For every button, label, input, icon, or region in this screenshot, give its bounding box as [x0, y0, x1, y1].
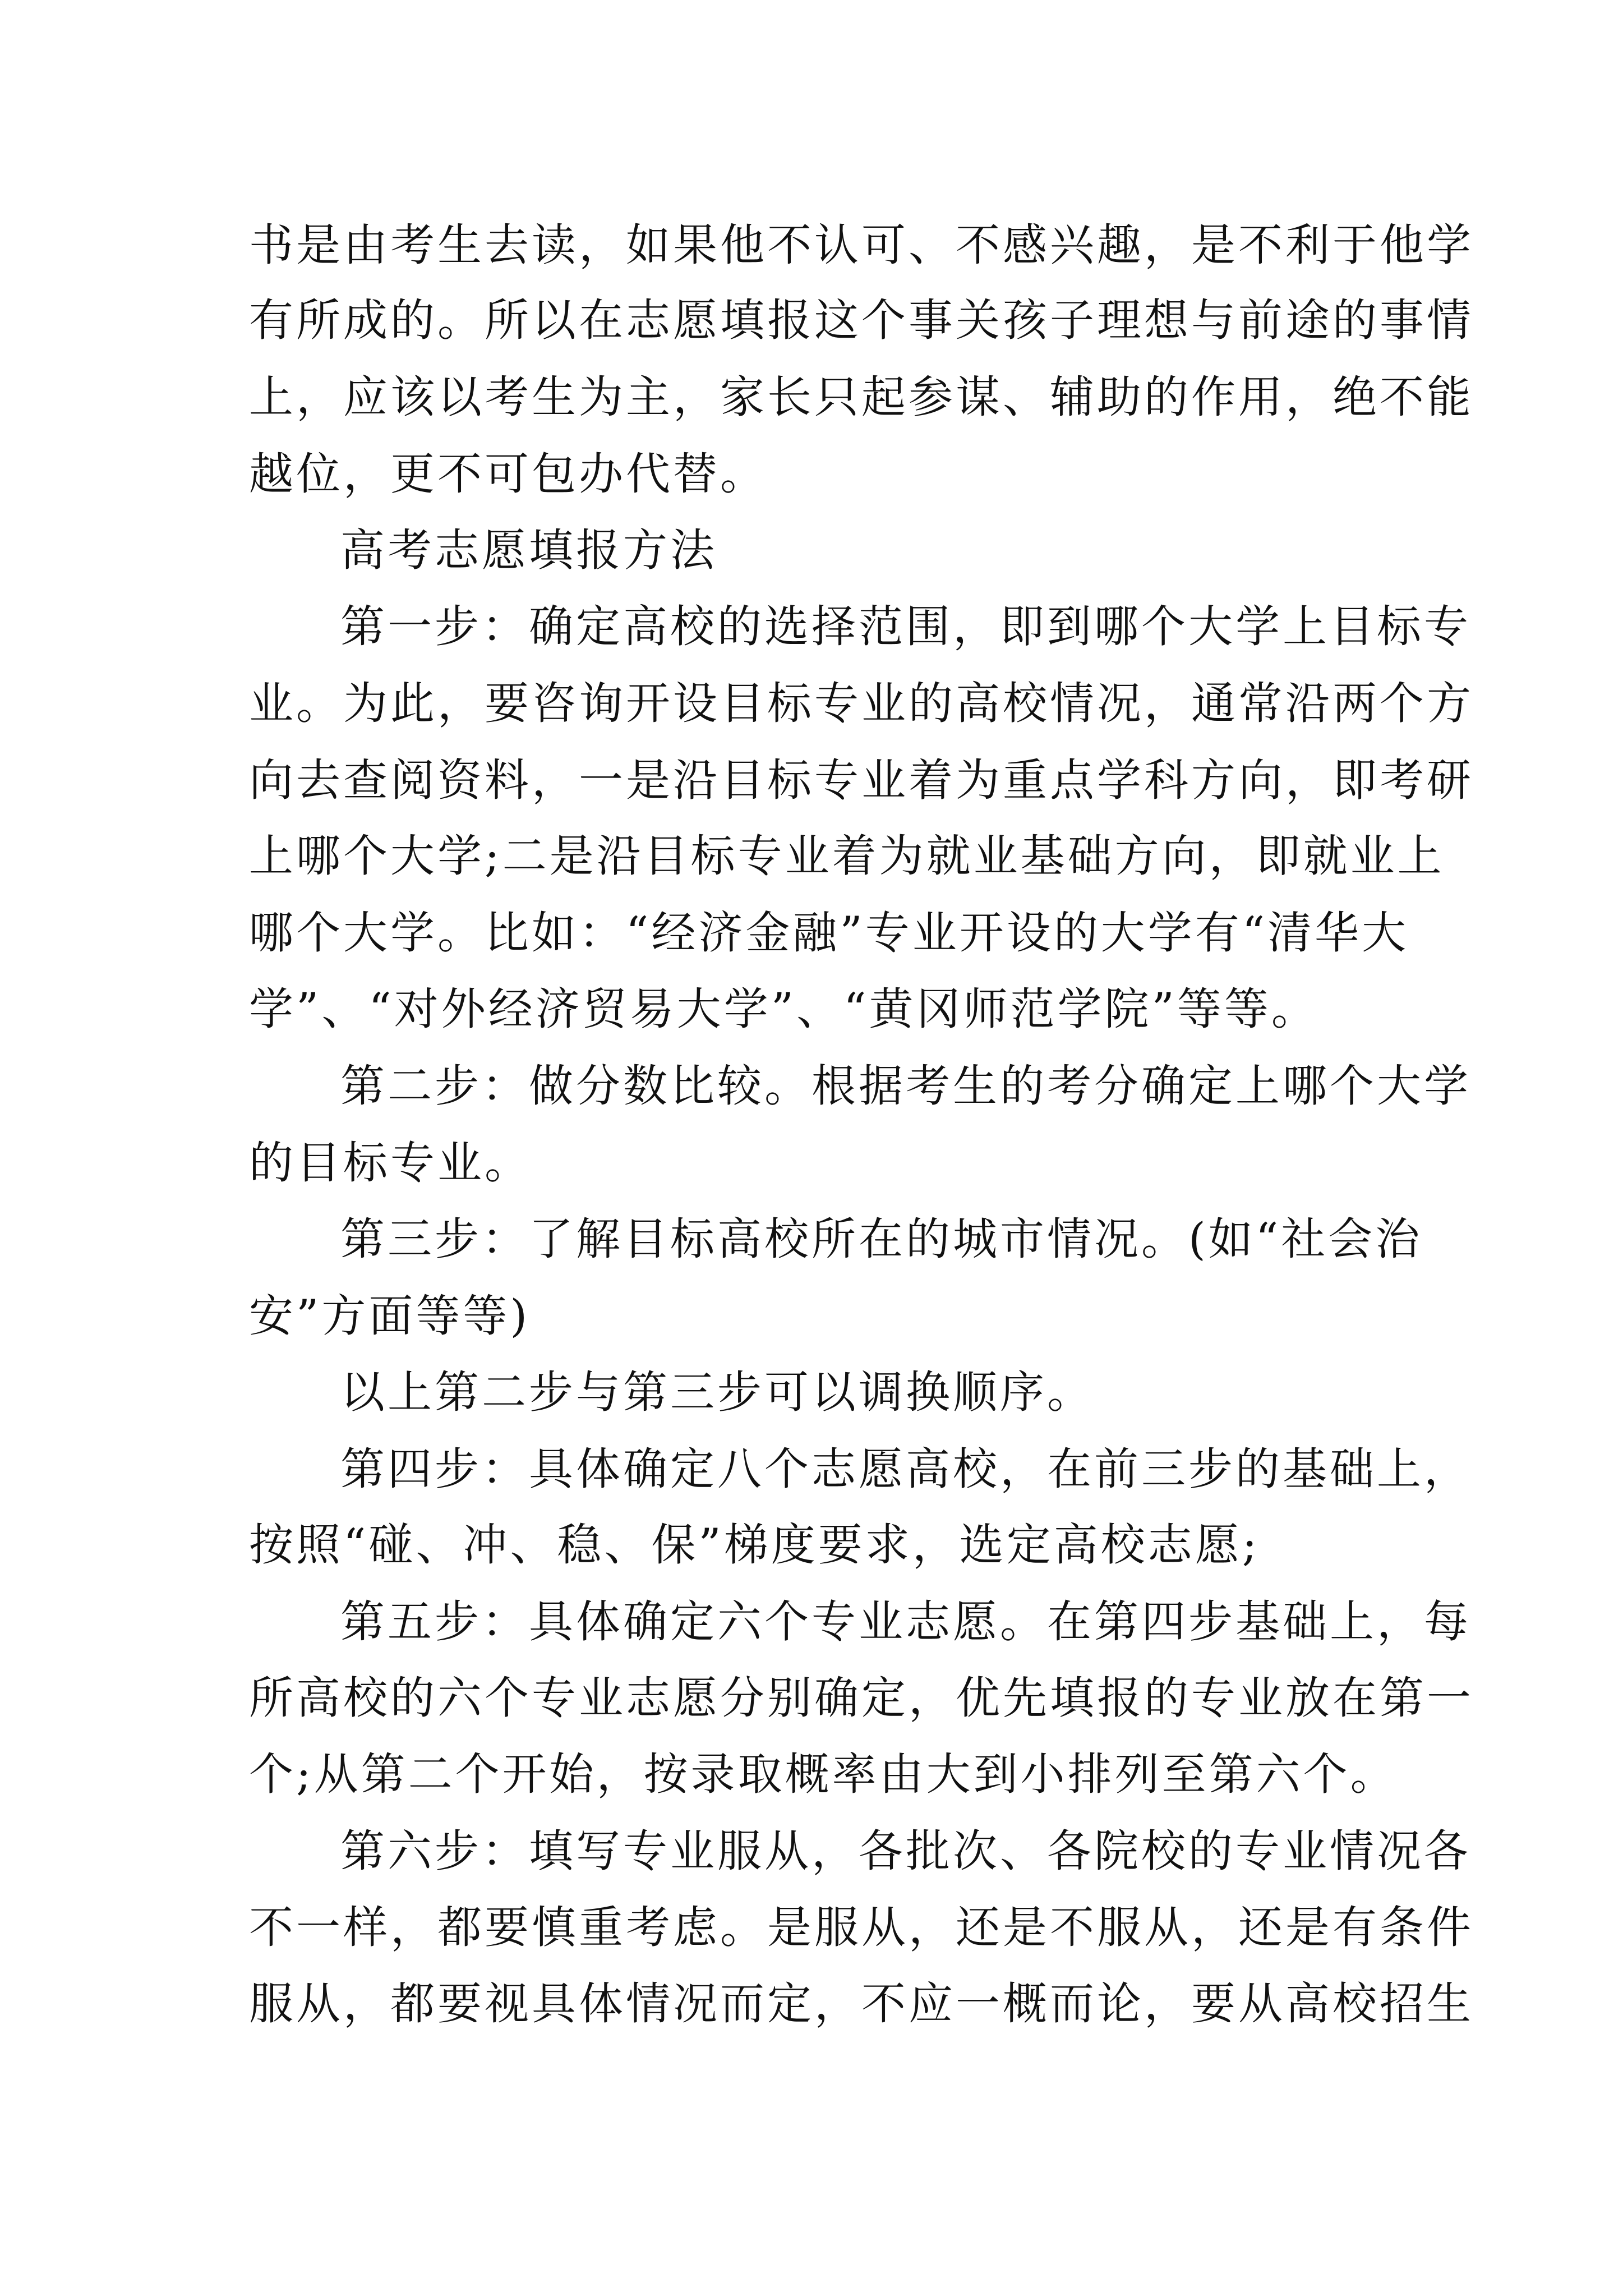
- text-line: 的目标专业。: [249, 1137, 532, 1189]
- step-paragraph-line: 第四步：具体确定八个志愿高校，在前三步的基础上，: [340, 1443, 1471, 1495]
- text-line: 学”、“对外经济贸易大学”、“黄冈师范学院”等等。: [249, 983, 1318, 1035]
- step-paragraph-line: 第二步：做分数比较。根据考生的考分确定上哪个大学: [340, 1060, 1471, 1112]
- text-line: 有所成的。所以在志愿填报这个事关孩子理想与前途的事情: [249, 295, 1474, 346]
- note-paragraph-line: 以上第二步与第三步可以调换顺序。: [340, 1366, 1094, 1418]
- text-line: 书是由考生去读，如果他不认可、不感兴趣，是不利于他学: [249, 219, 1474, 271]
- text-line: 上哪个大学;二是沿目标专业着为就业基础方向，即就业上: [249, 830, 1445, 882]
- text-line: 业。为此，要咨询开设目标专业的高校情况，通常沿两个方: [249, 678, 1474, 729]
- step-paragraph-line: 第一步：确定高校的选择范围，即到哪个大学上目标专: [340, 601, 1471, 652]
- text-line: 上，应该以考生为主，家长只起参谋、辅助的作用，绝不能: [249, 371, 1474, 423]
- step-paragraph-line: 第六步：填写专业服从，各批次、各院校的专业情况各: [340, 1825, 1471, 1877]
- step-paragraph-line: 第三步：了解目标高校所在的城市情况。(如“社会治: [340, 1213, 1423, 1265]
- step-paragraph-line: 第五步：具体确定六个专业志愿。在第四步基础上，每: [340, 1596, 1471, 1648]
- text-line: 个;从第二个开始，按录取概率由大到小排列至第六个。: [249, 1749, 1398, 1800]
- text-line: 安”方面等等): [249, 1290, 531, 1342]
- text-line: 哪个大学。比如：“经济金融”专业开设的大学有“清华大: [249, 907, 1409, 959]
- text-line: 越位，更不可包办代替。: [249, 448, 767, 500]
- text-line: 不一样，都要慎重考虑。是服从，还是不服从，还是有条件: [249, 1902, 1474, 1953]
- text-line: 按照“碰、冲、稳、保”梯度要求，选定高校志愿;: [249, 1519, 1260, 1571]
- text-line: 服从，都要视具体情况而定，不应一概而论，要从高校招生: [249, 1978, 1474, 2030]
- text-line: 向去查阅资料，一是沿目标专业着为重点学科方向，即考研: [249, 754, 1474, 806]
- section-heading: 高考志愿填报方法: [340, 524, 717, 576]
- text-line: 所高校的六个专业志愿分别确定，优先填报的专业放在第一: [249, 1672, 1474, 1724]
